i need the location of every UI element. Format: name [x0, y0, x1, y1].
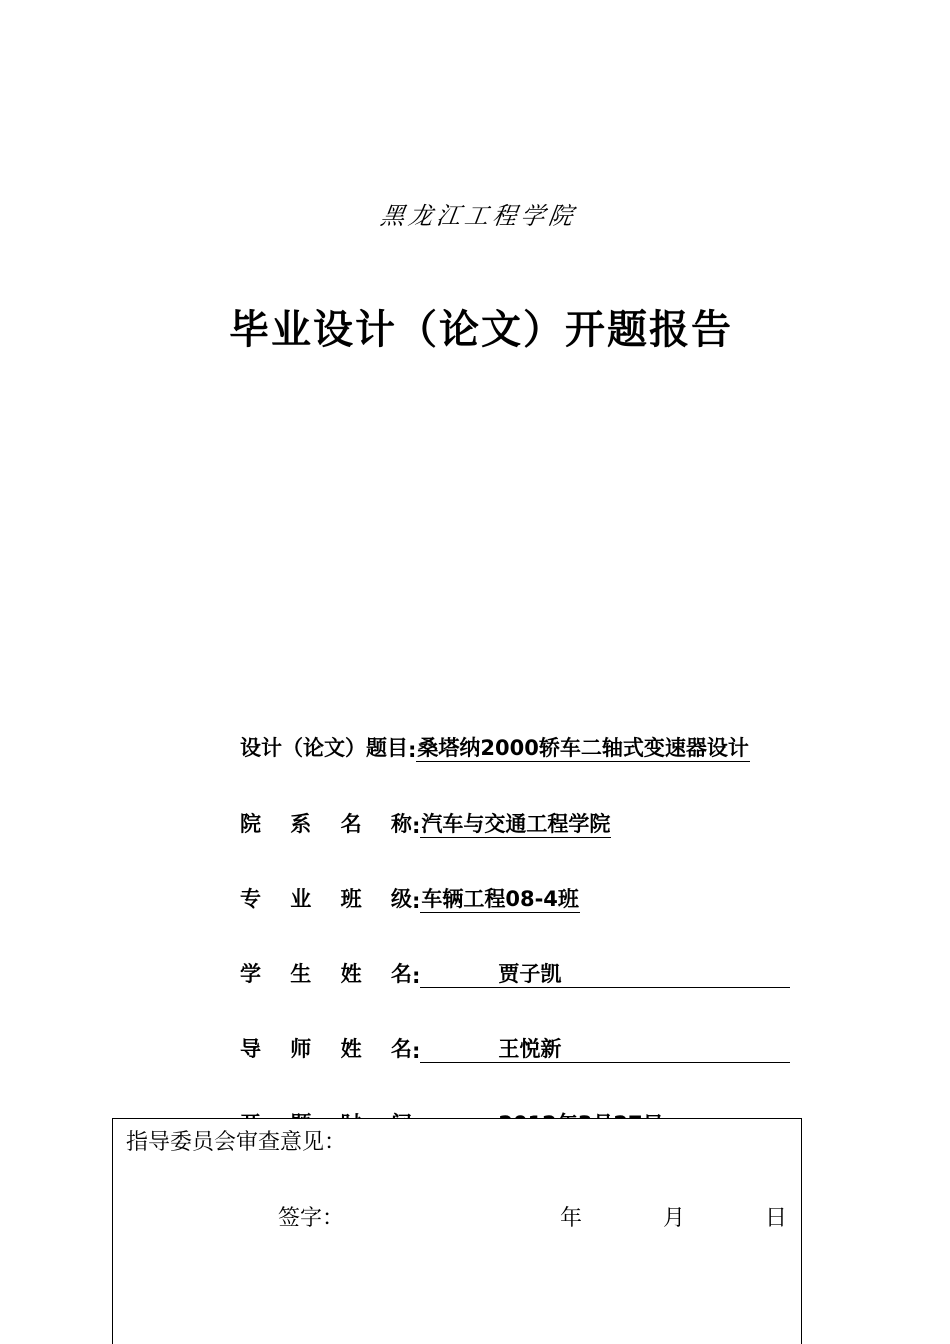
advisor-row: [240, 1033, 790, 1063]
topic-row: [240, 732, 750, 762]
student-value: 贾子凯: [420, 961, 790, 988]
class-value: 车辆工程08-4班: [421, 887, 579, 911]
student-label: 学 生 姓 名: [240, 962, 412, 986]
topic-label: 设计（论文）题目: [240, 736, 408, 760]
colon: :: [411, 1039, 421, 1063]
colon: :: [411, 889, 421, 913]
advisor-label: 导 师 姓 名: [240, 1037, 412, 1061]
date-month-label: 月: [663, 1206, 686, 1231]
class-label: 专 业 班 级: [240, 887, 412, 911]
student-row: [240, 958, 790, 988]
review-box: [112, 1118, 802, 1344]
date-year-label: 年: [560, 1206, 583, 1231]
date-day-label: 日: [765, 1206, 788, 1231]
colon: :: [411, 964, 421, 988]
department-label: 院 系 名 称: [240, 812, 412, 836]
department-row: [240, 808, 611, 838]
colon: :: [408, 738, 417, 762]
review-title: 指导委员会审查意见：: [126, 1130, 347, 1155]
colon: :: [411, 814, 421, 838]
department-value: 汽车与交通工程学院: [421, 812, 611, 836]
signature-label: 签字：: [278, 1206, 345, 1231]
class-row: [240, 883, 580, 913]
school-name: 黑龙江工程学院: [378, 202, 579, 230]
document-title: 毕业设计（论文）开题报告: [229, 307, 733, 353]
topic-value: 桑塔纳2000轿车二轴式变速器设计: [417, 736, 749, 760]
advisor-value: 王悦新: [420, 1036, 790, 1063]
